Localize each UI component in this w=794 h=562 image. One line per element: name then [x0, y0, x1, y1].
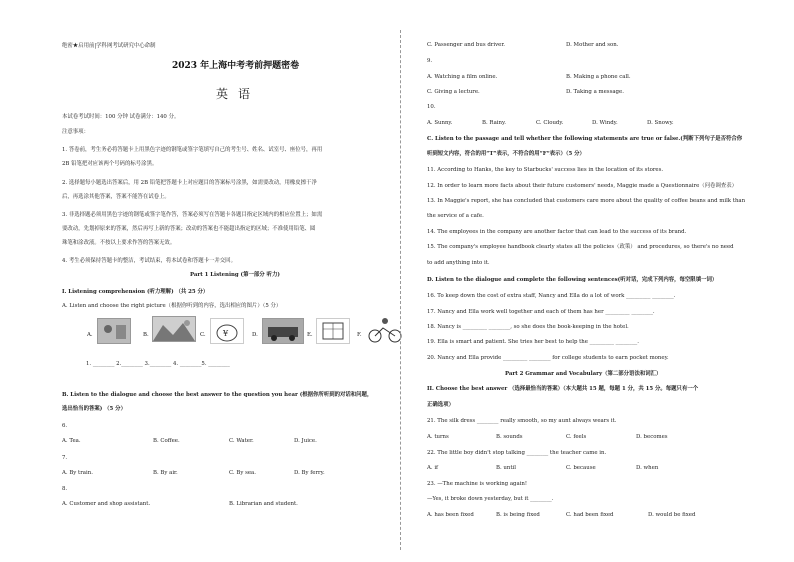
picture-c [210, 318, 244, 344]
picture-a [97, 318, 131, 344]
notes-heading: 注意事项： [62, 129, 89, 135]
q22-option-d: D. when [636, 465, 659, 471]
statement-13b: the service of a cafe. [427, 213, 484, 219]
q22-stem: 22. The little boy didn't stop talking ________ the teacher came in. [427, 450, 607, 456]
part1-title: Part 1 Listening (第一部分 听力) [190, 272, 280, 278]
section-B-title-2: 选出恰当的答案) （5 分） [62, 406, 126, 412]
section-D-title: D. Listen to the dialogue and complete the following sentences(听对话，完成下列内容，每空限填一词） [427, 277, 718, 283]
q23-option-c: C. had been fixed [566, 512, 614, 518]
q6-option-a: A. Tea. [62, 438, 81, 444]
svg-text:¥: ¥ [223, 329, 229, 338]
q7-option-c: C. By sea. [229, 470, 256, 476]
q9-option-c: C. Giving a lecture. [427, 89, 480, 95]
q8-option-d: D. Mother and son. [566, 42, 619, 48]
statement-15a: 15. The company's employee handbook clearly states all the policies（政策） and procedures, so there's no need [427, 244, 734, 250]
q6-option-d: D. Juice. [294, 438, 317, 444]
q21-option-b: B. sounds [496, 434, 523, 440]
pic-label-d: D. [252, 332, 258, 338]
statement-12: 12. In order to learn more facts about their future customers' needs, Maggie made a Questionnaire（问卷调查表） [427, 183, 738, 189]
note-2b: 后，再选涂其他答案，答案不能答在试卷上。 [62, 194, 170, 200]
section-C-title-2: 听到短文内容，符合的用“T”表示，不符合的用“F”表示）（5 分） [427, 151, 585, 157]
statement-14: 14. The employees in the company are another factor that can lead to the success of its brand. [427, 229, 687, 235]
pic-label-b: B. [143, 332, 149, 338]
note-3b: 要改动，先划掉原来的答案，然后再写上新的答案；改动的答案也不能超出指定的区域；不准使用铅笔、圆 [62, 226, 316, 232]
q10-option-a: A. Sunny. [427, 120, 453, 126]
note-1a: 1. 答卷前，考生务必将答题卡上用黑色字迹的钢笔或签字笔填写自己的考生号、姓名、试室号、座位号，再用 [62, 147, 323, 153]
column-divider [400, 30, 401, 550]
q8-option-c: C. Passenger and bus driver. [427, 42, 506, 48]
q23-option-a: A. has been fixed [427, 512, 474, 518]
q9-number: 9. [427, 58, 433, 64]
sentence-17: 17. Nancy and Ella work well together and each of them has her _________ ________. [427, 309, 655, 315]
q23-option-b: B. is being fixed [496, 512, 540, 518]
statement-13a: 13. In Maggie's report, she has concluded that customers care more about the quality of coffee beans and milk than [427, 198, 746, 204]
picture-e [316, 318, 350, 344]
q8-option-b: B. Librarian and student. [229, 501, 298, 507]
section-A-title: A. Listen and choose the right picture（根据你听到的内容，选出相应的图片）（5 分） [62, 303, 282, 309]
q22-option-b: B. until [496, 465, 516, 471]
q10-option-e: D. Snowy. [647, 120, 674, 126]
pic-label-a: A. [87, 332, 93, 338]
secret-label: 绝密★启用前|学科网考试研究中心命制 [62, 43, 156, 49]
q8-option-a: A. Customer and shop assistant. [62, 501, 151, 507]
note-2a: 2. 选择题每小题选出答案后，用 2B 铅笔把答题卡上对应题目的答案标号涂黑，如需要改动，用橡皮擦干净 [62, 180, 317, 186]
q21-option-c: C. feels [566, 434, 587, 440]
q6-option-b: B. Coffee. [153, 438, 180, 444]
q10-option-c: C. Cloudy. [536, 120, 564, 126]
section-II-title-1: II. Choose the best answer （选择最恰当的答案）（本大题共 15 题，每题 1 分，共 15 分。每题只有一个 [427, 386, 699, 392]
q9-option-a: A. Watching a film online. [427, 74, 498, 80]
q22-option-c: C. because [566, 465, 596, 471]
q9-option-d: D. Taking a message. [566, 89, 624, 95]
sentence-16: 16. To keep down the cost of extra staff, Nancy and Ella do a lot of work _________ ________. [427, 293, 676, 299]
exam-title: 2023 年上海中考考前押题密卷 [172, 61, 300, 71]
q23-option-d: D. would be fixed [648, 512, 696, 518]
q9-option-b: B. Making a phone call. [566, 74, 631, 80]
subject-title: 英语 [216, 87, 261, 101]
picture-f [367, 316, 403, 344]
section-II-title-2: 正确选项） [427, 402, 454, 408]
picture-b [152, 316, 196, 342]
q7-option-b: B. By air. [153, 470, 178, 476]
note-1b: 2B 铅笔把对应该两个号码的标号涂黑。 [62, 161, 158, 167]
q10-number: 10. [427, 104, 436, 110]
q21-option-a: A. turns [427, 434, 449, 440]
q21-option-d: D. becomes [636, 434, 668, 440]
q6-option-c: C. Water. [229, 438, 254, 444]
exam-time: 本试卷考试时间：100 分钟 试卷满分：140 分。 [62, 114, 180, 120]
pic-label-f: F. [357, 332, 362, 338]
sentence-20: 20. Nancy and Ella provide _________ ________ for college students to earn pocket money. [427, 355, 669, 361]
section-I-title: I. Listening comprehension (听力理解) （共 25 分） [62, 289, 209, 295]
statement-15b: to add anything into it. [427, 260, 490, 266]
q7-option-a: A. By train. [62, 470, 93, 476]
section-C-title-1: C. Listen to the passage and tell whether the following statements are true or false.(判断下列句子是否符合你 [427, 136, 743, 142]
q22-option-a: A. if [427, 465, 439, 471]
answer-blanks-1-5: 1. ________ 2.________ 3.________ 4. ________5. ________ [86, 361, 230, 367]
note-3c: 珠笔和涂改液。不按以上要求作答的答案无效。 [62, 240, 176, 246]
section-B-title-1: B. Listen to the dialogue and choose the best answer to the question you hear (根据你所听到的对话和问题， [62, 392, 373, 398]
pic-label-e: E. [307, 332, 313, 338]
q6-number: 6. [62, 423, 68, 429]
note-4: 4. 考生必须保持答题卡的整洁，考试结束，将本试卷和答题卡一并交回。 [62, 258, 236, 264]
sentence-19: 19. Ella is smart and patient. She tries her best to help the _________ ________. [427, 339, 639, 345]
q7-number: 7. [62, 455, 68, 461]
q21-stem: 21. The silk dress ________ really smooth, so my aunt always wears it. [427, 418, 617, 424]
q8-number: 8. [62, 486, 68, 492]
part2-title: Part 2 Grammar and Vocabulary（第二部分语法和词汇） [505, 371, 662, 377]
q7-option-d: D. By ferry. [294, 470, 325, 476]
statement-11: 11. According to Hanks, the key to Starbucks' success lies in the location of its stores. [427, 167, 664, 173]
sentence-18: 18. Nancy is _________ ________, so she does the book-keeping in the hotel. [427, 324, 629, 330]
q23-stem-2: —Yes, it broke down yesterday, but it ________. [427, 496, 554, 502]
q10-option-d: D. Windy. [592, 120, 618, 126]
note-3a: 3. 非选择题必须用黑色字迹的钢笔或签字笔作答，答案必须写在答题卡各题目指定区域内的相应位置上；如需 [62, 212, 323, 218]
picture-d [262, 318, 304, 344]
pic-label-c: C. [200, 332, 206, 338]
q23-stem-1: 23. —The machine is working again! [427, 481, 528, 487]
q10-option-b: B. Rainy. [482, 120, 507, 126]
